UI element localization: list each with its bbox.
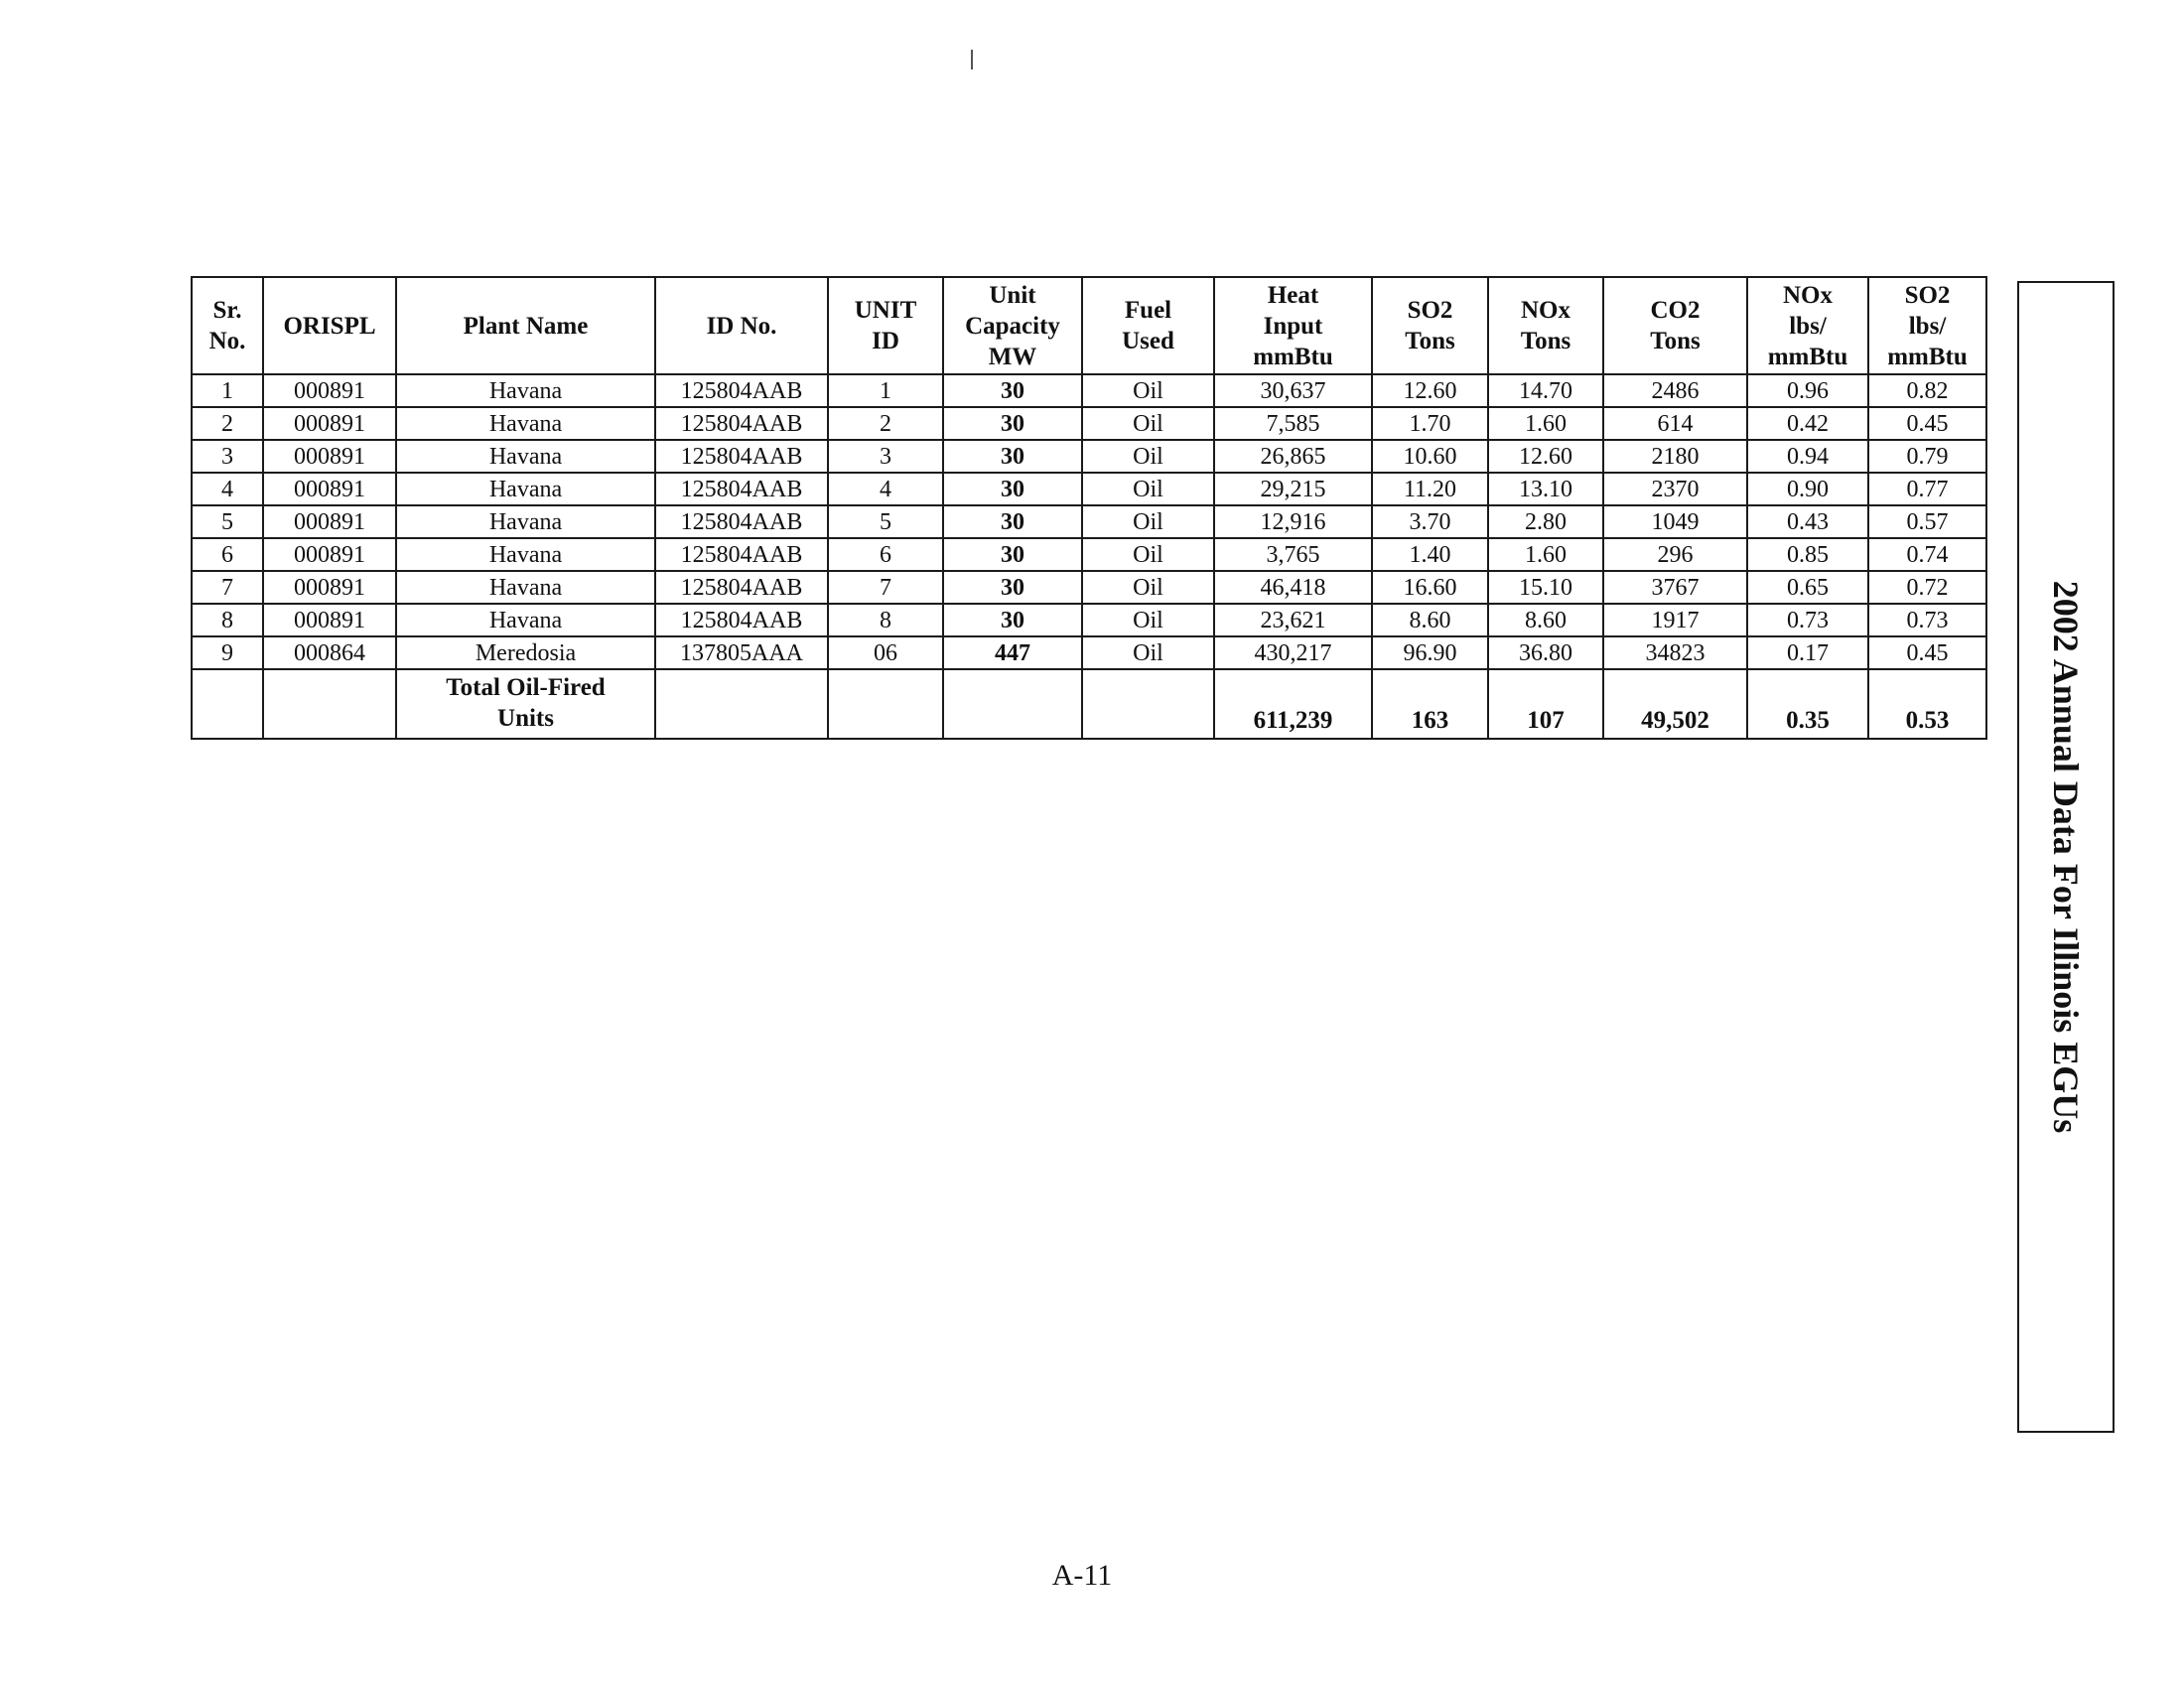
table-row <box>192 505 1986 538</box>
so2-tons-cell: 8.60 <box>1372 604 1488 636</box>
sidebar-title: 2002 Annual Data For Illinois EGUs <box>2046 580 2086 1134</box>
heat-input-cell: 430,217 <box>1214 636 1372 669</box>
co2-tons-cell: 296 <box>1603 538 1747 571</box>
so2-tons-cell: 3.70 <box>1372 505 1488 538</box>
total-row <box>192 669 1986 739</box>
co2-tons-cell: 2180 <box>1603 440 1747 473</box>
orispl-cell: 000891 <box>263 473 396 505</box>
nox-tons-cell: 13.10 <box>1488 473 1603 505</box>
nox-tons-cell: 36.80 <box>1488 636 1603 669</box>
header-id-no: ID No. <box>655 277 828 374</box>
heat-input-cell: 29,215 <box>1214 473 1372 505</box>
nox-rate-cell: 0.90 <box>1747 473 1868 505</box>
so2-tons-cell: 10.60 <box>1372 440 1488 473</box>
header-unit-id: UNIT ID <box>828 277 943 374</box>
id-no-cell: 125804AAB <box>655 473 828 505</box>
sidebar-box <box>2017 281 2115 1433</box>
nox-rate-cell: 0.94 <box>1747 440 1868 473</box>
fuel-used-cell: Oil <box>1082 571 1214 604</box>
header-fuel-used: Fuel Used <box>1082 277 1214 374</box>
heat-input-cell: 7,585 <box>1214 407 1372 440</box>
id-no-cell: 137805AAA <box>655 636 828 669</box>
plant-name-cell: Havana <box>396 505 655 538</box>
unit-id-cell: 3 <box>828 440 943 473</box>
orispl-cell: 000864 <box>263 636 396 669</box>
id-no-cell: 125804AAB <box>655 571 828 604</box>
table-row <box>192 440 1986 473</box>
so2-rate-cell: 0.82 <box>1868 374 1986 407</box>
so2-tons-cell: 16.60 <box>1372 571 1488 604</box>
co2-tons-cell: 3767 <box>1603 571 1747 604</box>
plant-name-cell: Havana <box>396 440 655 473</box>
table-row <box>192 538 1986 571</box>
unit-capacity-cell: 447 <box>943 636 1082 669</box>
unit-capacity-cell: 30 <box>943 407 1082 440</box>
so2-rate-cell: 0.57 <box>1868 505 1986 538</box>
heat-input-cell: 26,865 <box>1214 440 1372 473</box>
so2-rate-cell: 0.45 <box>1868 407 1986 440</box>
scan-mark <box>971 50 973 70</box>
unit-id-cell: 8 <box>828 604 943 636</box>
nox-rate-cell: 0.42 <box>1747 407 1868 440</box>
nox-tons-cell: 12.60 <box>1488 440 1603 473</box>
total-nox-tons: 107 <box>1488 669 1603 739</box>
unit-capacity-cell: 30 <box>943 473 1082 505</box>
table-row <box>192 636 1986 669</box>
emissions-table <box>191 276 1987 740</box>
table-row <box>192 604 1986 636</box>
co2-tons-cell: 2370 <box>1603 473 1747 505</box>
unit-capacity-cell: 30 <box>943 604 1082 636</box>
nox-tons-cell: 2.80 <box>1488 505 1603 538</box>
heat-input-cell: 23,621 <box>1214 604 1372 636</box>
unit-id-cell: 4 <box>828 473 943 505</box>
so2-rate-cell: 0.45 <box>1868 636 1986 669</box>
heat-input-cell: 3,765 <box>1214 538 1372 571</box>
nox-tons-cell: 15.10 <box>1488 571 1603 604</box>
id-no-cell: 125804AAB <box>655 604 828 636</box>
header-nox-tons: NOx Tons <box>1488 277 1603 374</box>
fuel-used-cell: Oil <box>1082 505 1214 538</box>
total-orispl-cell <box>263 669 396 739</box>
unit-capacity-cell: 30 <box>943 374 1082 407</box>
orispl-cell: 000891 <box>263 374 396 407</box>
header-nox-rate: NOx lbs/ mmBtu <box>1747 277 1868 374</box>
header-co2-tons: CO2 Tons <box>1603 277 1747 374</box>
so2-rate-cell: 0.77 <box>1868 473 1986 505</box>
nox-rate-cell: 0.43 <box>1747 505 1868 538</box>
total-co2-tons: 49,502 <box>1603 669 1747 739</box>
unit-id-cell: 5 <box>828 505 943 538</box>
plant-name-cell: Havana <box>396 407 655 440</box>
nox-tons-cell: 14.70 <box>1488 374 1603 407</box>
total-unit-cell <box>828 669 943 739</box>
table-row <box>192 374 1986 407</box>
total-id-cell <box>655 669 828 739</box>
header-so2-tons: SO2 Tons <box>1372 277 1488 374</box>
co2-tons-cell: 2486 <box>1603 374 1747 407</box>
fuel-used-cell: Oil <box>1082 473 1214 505</box>
header-plant-name: Plant Name <box>396 277 655 374</box>
id-no-cell: 125804AAB <box>655 505 828 538</box>
table-row <box>192 571 1986 604</box>
fuel-used-cell: Oil <box>1082 407 1214 440</box>
sr-no-cell: 5 <box>192 505 263 538</box>
plant-name-cell: Meredosia <box>396 636 655 669</box>
fuel-used-cell: Oil <box>1082 440 1214 473</box>
total-so2-rate: 0.53 <box>1868 669 1986 739</box>
id-no-cell: 125804AAB <box>655 407 828 440</box>
unit-id-cell: 6 <box>828 538 943 571</box>
nox-rate-cell: 0.85 <box>1747 538 1868 571</box>
nox-tons-cell: 1.60 <box>1488 407 1603 440</box>
table-row <box>192 473 1986 505</box>
unit-id-cell: 06 <box>828 636 943 669</box>
orispl-cell: 000891 <box>263 440 396 473</box>
orispl-cell: 000891 <box>263 505 396 538</box>
plant-name-cell: Havana <box>396 604 655 636</box>
sr-no-cell: 4 <box>192 473 263 505</box>
unit-capacity-cell: 30 <box>943 538 1082 571</box>
unit-id-cell: 7 <box>828 571 943 604</box>
so2-rate-cell: 0.74 <box>1868 538 1986 571</box>
so2-rate-cell: 0.73 <box>1868 604 1986 636</box>
orispl-cell: 000891 <box>263 571 396 604</box>
header-row <box>192 277 1986 374</box>
total-capacity-cell <box>943 669 1082 739</box>
sr-no-cell: 9 <box>192 636 263 669</box>
header-orispl: ORISPL <box>263 277 396 374</box>
co2-tons-cell: 1917 <box>1603 604 1747 636</box>
total-heat-input: 611,239 <box>1214 669 1372 739</box>
id-no-cell: 125804AAB <box>655 440 828 473</box>
total-fuel-cell <box>1082 669 1214 739</box>
plant-name-cell: Havana <box>396 473 655 505</box>
plant-name-cell: Havana <box>396 538 655 571</box>
orispl-cell: 000891 <box>263 604 396 636</box>
header-sr-no: Sr. No. <box>192 277 263 374</box>
so2-tons-cell: 12.60 <box>1372 374 1488 407</box>
nox-tons-cell: 1.60 <box>1488 538 1603 571</box>
sr-no-cell: 6 <box>192 538 263 571</box>
header-so2-rate: SO2 lbs/ mmBtu <box>1868 277 1986 374</box>
total-label: Total Oil-Fired Units <box>396 669 655 739</box>
id-no-cell: 125804AAB <box>655 538 828 571</box>
sr-no-cell: 3 <box>192 440 263 473</box>
sr-no-cell: 8 <box>192 604 263 636</box>
orispl-cell: 000891 <box>263 407 396 440</box>
plant-name-cell: Havana <box>396 571 655 604</box>
total-so2-tons: 163 <box>1372 669 1488 739</box>
unit-id-cell: 2 <box>828 407 943 440</box>
unit-capacity-cell: 30 <box>943 440 1082 473</box>
so2-tons-cell: 1.70 <box>1372 407 1488 440</box>
fuel-used-cell: Oil <box>1082 604 1214 636</box>
co2-tons-cell: 614 <box>1603 407 1747 440</box>
fuel-used-cell: Oil <box>1082 538 1214 571</box>
nox-rate-cell: 0.96 <box>1747 374 1868 407</box>
so2-tons-cell: 11.20 <box>1372 473 1488 505</box>
so2-rate-cell: 0.79 <box>1868 440 1986 473</box>
nox-tons-cell: 8.60 <box>1488 604 1603 636</box>
heat-input-cell: 46,418 <box>1214 571 1372 604</box>
heat-input-cell: 30,637 <box>1214 374 1372 407</box>
header-unit-capacity: Unit Capacity MW <box>943 277 1082 374</box>
nox-rate-cell: 0.65 <box>1747 571 1868 604</box>
table-row <box>192 407 1986 440</box>
so2-tons-cell: 1.40 <box>1372 538 1488 571</box>
total-nox-rate: 0.35 <box>1747 669 1868 739</box>
sr-no-cell: 1 <box>192 374 263 407</box>
fuel-used-cell: Oil <box>1082 636 1214 669</box>
unit-capacity-cell: 30 <box>943 571 1082 604</box>
unit-capacity-cell: 30 <box>943 505 1082 538</box>
id-no-cell: 125804AAB <box>655 374 828 407</box>
sr-no-cell: 7 <box>192 571 263 604</box>
nox-rate-cell: 0.73 <box>1747 604 1868 636</box>
plant-name-cell: Havana <box>396 374 655 407</box>
table-body <box>192 374 1986 669</box>
orispl-cell: 000891 <box>263 538 396 571</box>
nox-rate-cell: 0.17 <box>1747 636 1868 669</box>
co2-tons-cell: 34823 <box>1603 636 1747 669</box>
unit-id-cell: 1 <box>828 374 943 407</box>
sr-no-cell: 2 <box>192 407 263 440</box>
total-sr-cell <box>192 669 263 739</box>
so2-tons-cell: 96.90 <box>1372 636 1488 669</box>
header-heat-input: Heat Input mmBtu <box>1214 277 1372 374</box>
heat-input-cell: 12,916 <box>1214 505 1372 538</box>
page-number: A-11 <box>1051 1559 1113 1592</box>
co2-tons-cell: 1049 <box>1603 505 1747 538</box>
fuel-used-cell: Oil <box>1082 374 1214 407</box>
so2-rate-cell: 0.72 <box>1868 571 1986 604</box>
